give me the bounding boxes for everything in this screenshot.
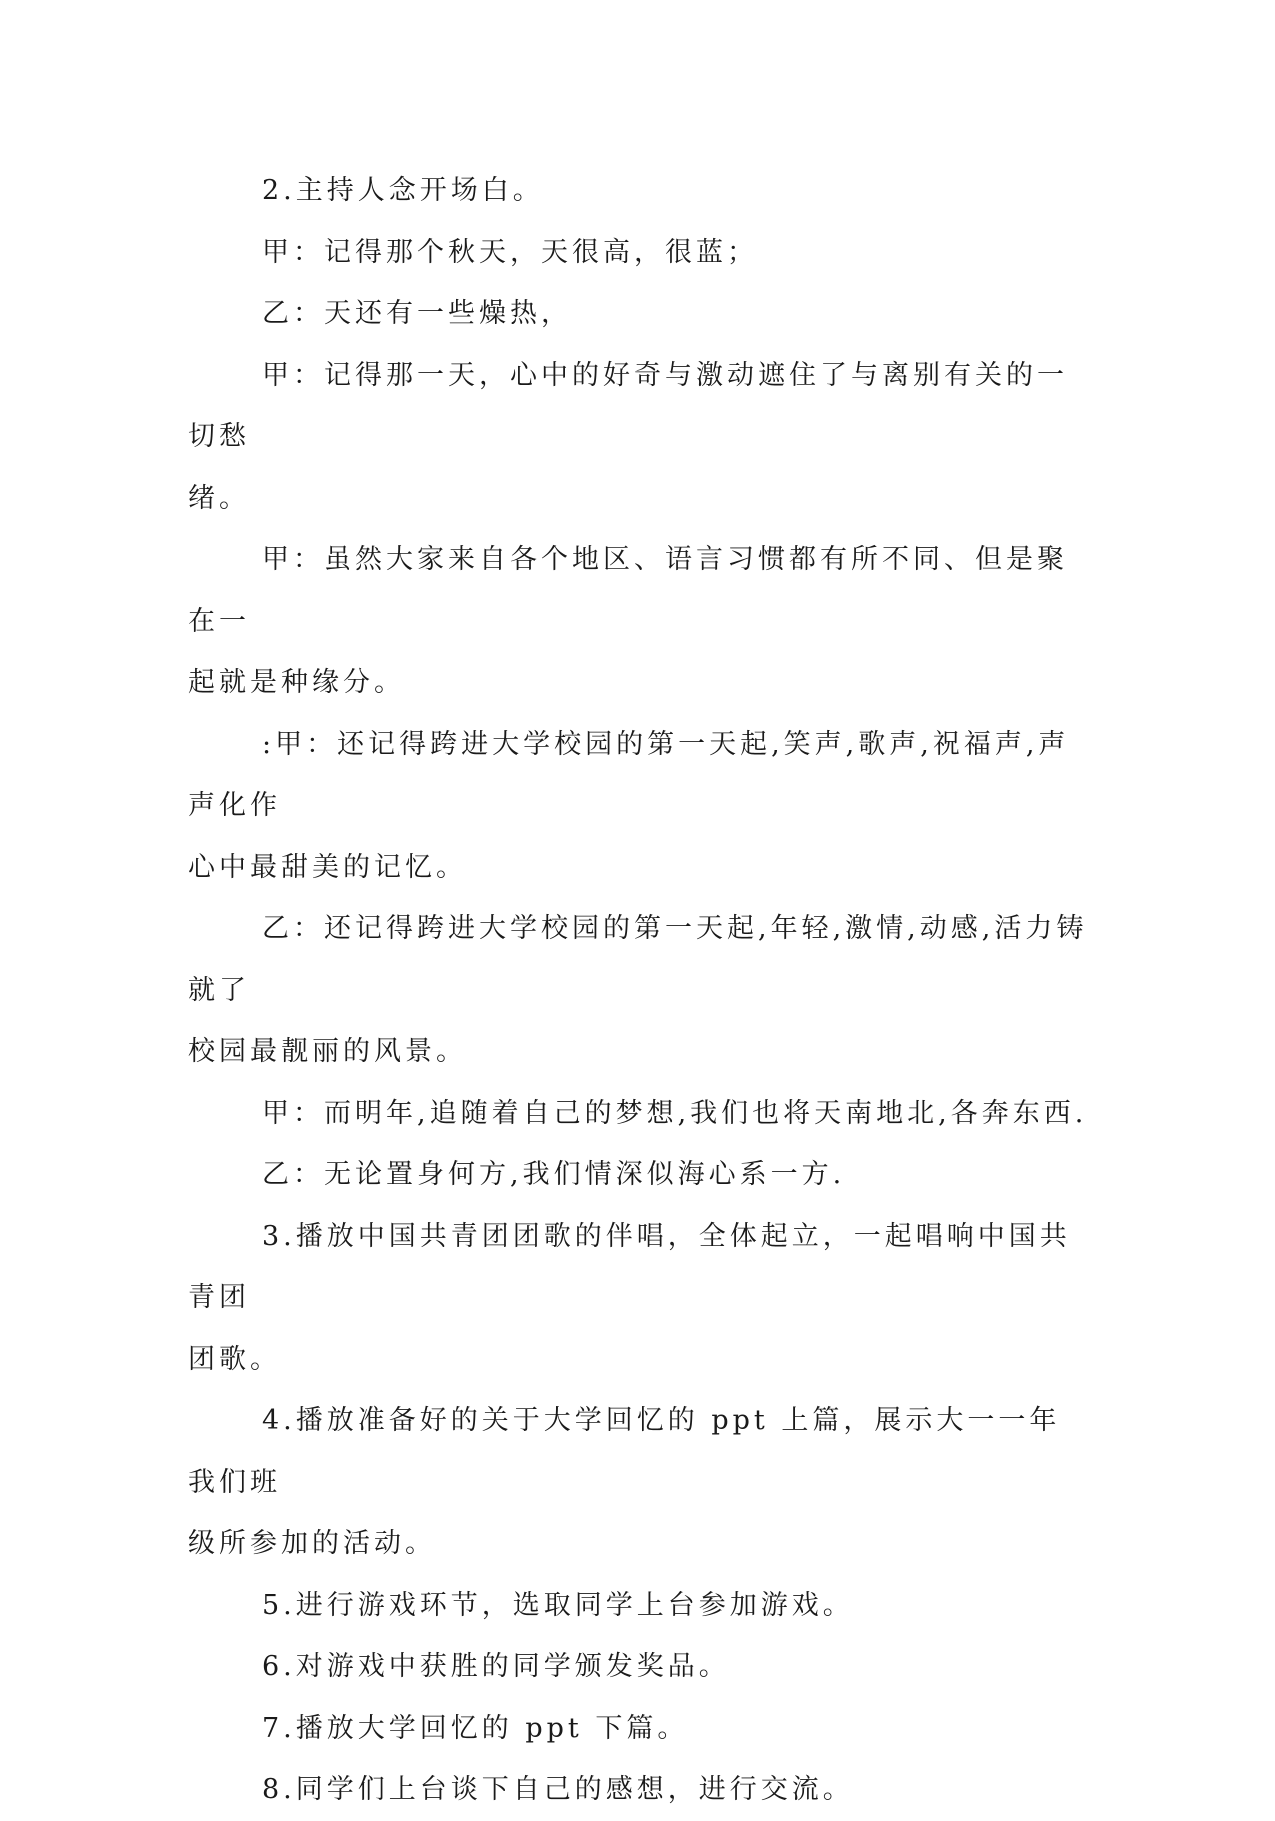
paragraph-line: 5.进行游戏环节，选取同学上台参加游戏。: [262, 1589, 854, 1621]
paragraph-line: 甲：虽然大家来自各个地区、语言习惯都有所不同、但是聚在一: [188, 544, 1068, 637]
paragraph: [188, 222, 1088, 284]
paragraph: [188, 345, 1088, 530]
paragraph: [188, 1390, 1088, 1575]
paragraph-line: 绪。: [188, 482, 250, 514]
paragraph-line: :甲：还记得跨进大学校园的第一天起,笑声,歌声,祝福声,声声化作: [188, 728, 1070, 821]
paragraph: [188, 1698, 1088, 1760]
paragraph: [188, 898, 1088, 1083]
paragraph: [188, 1083, 1088, 1145]
paragraph-line: 乙：无论置身何方,我们情深似海心系一方.: [262, 1159, 846, 1190]
paragraph-line: 8.同学们上台谈下自己的感想，进行交流。: [262, 1774, 854, 1805]
paragraph: [188, 1759, 1088, 1821]
paragraph-line: 级所参加的活动。: [188, 1528, 436, 1559]
paragraph-line: 3.播放中国共青团团歌的伴唱，全体起立，一起唱响中国共青团: [188, 1220, 1071, 1313]
paragraph-line: 7.播放大学回忆的 ppt 下篇。: [262, 1712, 689, 1744]
paragraph: [188, 714, 1088, 899]
paragraph: [188, 1144, 1088, 1206]
paragraph-line: 甲：而明年,追随着自己的梦想,我们也将天南地北,各奔东西.: [262, 1097, 1088, 1129]
paragraph-line: 甲：记得那一天，心中的好奇与激动遮住了与离别有关的一切愁: [188, 359, 1068, 452]
paragraph: [188, 283, 1088, 345]
paragraph: [188, 1575, 1088, 1637]
paragraph-line: 乙：还记得跨进大学校园的第一天起,年轻,激情,动感,活力铸就了: [188, 913, 1088, 1006]
paragraph-line: 4.播放准备好的关于大学回忆的 ppt 上篇，展示大一一年我们班: [188, 1405, 1061, 1498]
paragraph-line: 甲：记得那个秋天，天很高，很蓝；: [262, 236, 758, 268]
paragraph-line: 起就是种缘分。: [188, 667, 405, 698]
paragraph-line: 校园最靓丽的风景。: [188, 1036, 467, 1067]
paragraph: [188, 529, 1088, 714]
paragraph-line: 2.主持人念开场白。: [262, 175, 544, 206]
paragraph: [188, 1206, 1088, 1391]
paragraph-line: 团歌。: [188, 1343, 281, 1375]
paragraph-line: 心中最甜美的记忆。: [188, 851, 467, 883]
document-body: [188, 160, 1088, 1821]
paragraph: [188, 160, 1088, 222]
paragraph-line: 乙：天还有一些燥热，: [262, 298, 572, 329]
paragraph-line: 6.对游戏中获胜的同学颁发奖品。: [262, 1651, 730, 1682]
paragraph: [188, 1636, 1088, 1698]
